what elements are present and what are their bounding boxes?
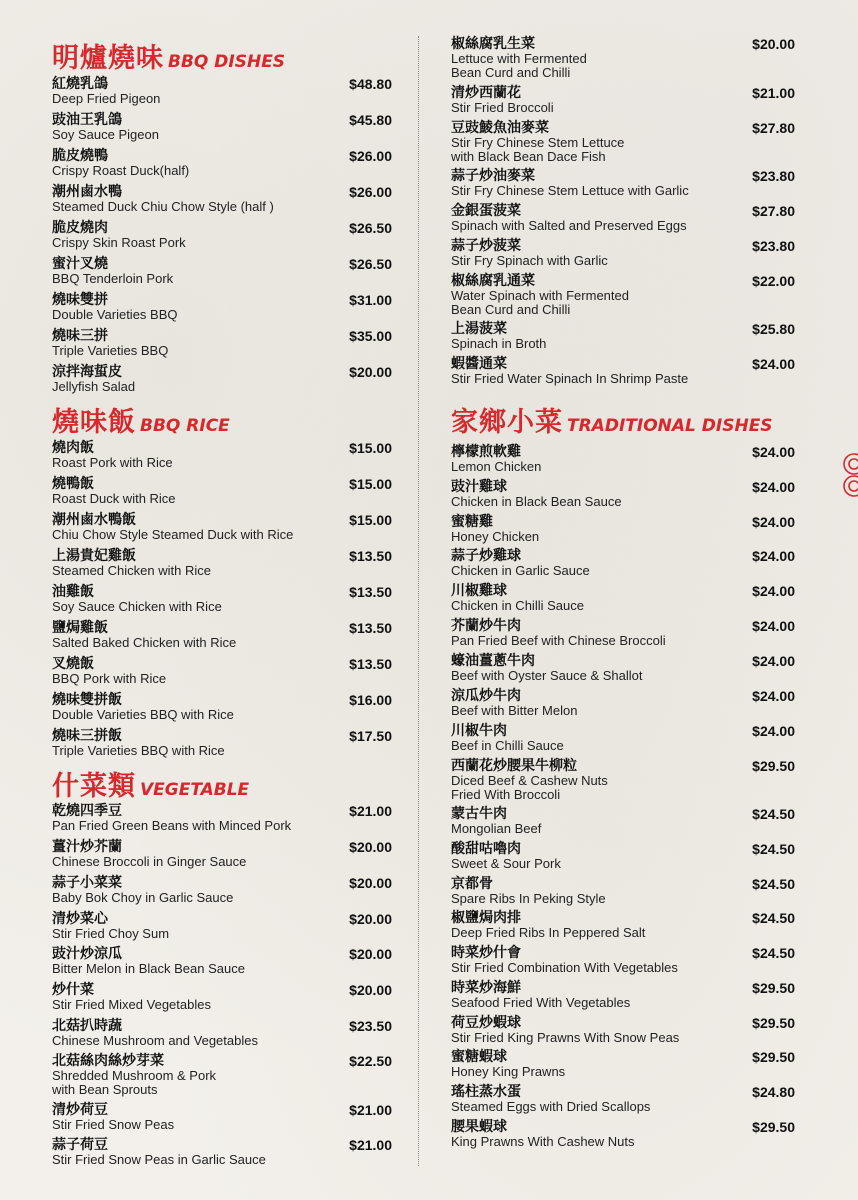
menu-item <box>52 220 392 250</box>
menu-item <box>451 583 795 613</box>
menu-item-name-zh: 蒜子小菜菜 <box>52 875 122 891</box>
menu-item-name-zh: 燒味三拼 <box>52 328 108 344</box>
menu-item-name-en: Double Varieties BBQ with Rice <box>52 707 234 722</box>
menu-item-name-en: Stir Fry Spinach with Garlic <box>451 253 608 268</box>
menu-item-price: $21.00 <box>349 803 392 819</box>
section-title-en: VEGETABLE <box>140 780 250 800</box>
menu-item-name-en: Spinach in Broth <box>451 336 547 351</box>
menu-item-price: $13.50 <box>349 548 392 564</box>
menu-item-name-en: Bean Curd and Chilli <box>451 65 571 80</box>
menu-item <box>52 875 392 905</box>
menu-item <box>52 911 392 941</box>
menu-item-name-en: Soy Sauce Chicken with Rice <box>52 599 222 614</box>
menu-item-name-zh: 北菇扒時蔬 <box>52 1018 122 1034</box>
menu-item-name-en: Triple Varieties BBQ with Rice <box>52 743 225 758</box>
menu-item-name-en: Stir Fried Broccoli <box>451 100 554 115</box>
menu-item <box>451 479 795 509</box>
menu-item-name-zh: 鹽焗雞飯 <box>52 620 108 636</box>
menu-item-price: $13.50 <box>349 620 392 636</box>
menu-item-name-zh: 蜜汁叉燒 <box>52 256 108 272</box>
menu-item-name-zh: 薑汁炒芥蘭 <box>52 839 122 855</box>
menu-item-price: $27.80 <box>752 120 795 136</box>
menu-item-price: $27.80 <box>752 203 795 219</box>
menu-item <box>451 1049 795 1079</box>
menu-item-name-zh: 豉汁炒涼瓜 <box>52 946 122 962</box>
menu-item-price: $23.80 <box>752 238 795 254</box>
menu-item <box>451 356 795 386</box>
menu-item <box>451 653 795 683</box>
menu-item-price: $24.00 <box>752 618 795 634</box>
menu-item-name-en: Triple Varieties BBQ <box>52 343 169 358</box>
menu-item-name-en: Chinese Mushroom and Vegetables <box>52 1033 258 1048</box>
menu-item-name-zh: 時菜炒海鮮 <box>451 980 521 996</box>
section-title-zh: 什菜類 <box>52 771 136 802</box>
menu-item-name-zh: 蠔油薑蔥牛肉 <box>451 653 535 669</box>
menu-item-price: $24.00 <box>752 444 795 460</box>
menu-item <box>451 945 795 975</box>
menu-item-price: $24.50 <box>752 910 795 926</box>
menu-item-name-zh: 蜜糖蝦球 <box>451 1049 507 1065</box>
menu-item-name-zh: 荷豆炒蝦球 <box>451 1015 521 1031</box>
menu-item-name-zh: 蒙古牛肉 <box>451 806 507 822</box>
menu-item-price: $15.00 <box>349 476 392 492</box>
menu-item-name-en: Sweet & Sour Pork <box>451 856 561 871</box>
menu-item <box>451 980 795 1010</box>
menu-item <box>451 723 795 753</box>
menu-item-name-en: Salted Baked Chicken with Rice <box>52 635 237 650</box>
menu-item-name-en: Roast Duck with Rice <box>52 491 176 506</box>
menu-item-price: $29.50 <box>752 980 795 996</box>
menu-item-price: $24.50 <box>752 945 795 961</box>
menu-item-name-en: BBQ Tenderloin Pork <box>52 271 174 286</box>
menu-item <box>52 256 392 286</box>
menu-item-price: $45.80 <box>349 112 392 128</box>
menu-item <box>52 982 392 1012</box>
menu-item-name-en: Stir Fried Water Spinach In Shrimp Paste <box>451 371 689 386</box>
menu-item-price: $25.80 <box>752 321 795 337</box>
menu-item-name-en: Roast Pork with Rice <box>52 455 173 470</box>
menu-item-name-en: Stir Fried Combination With Vegetables <box>451 960 678 975</box>
menu-item <box>52 440 392 470</box>
menu-item-name-en: Beef with Bitter Melon <box>451 703 578 718</box>
menu-item-name-zh: 腰果蝦球 <box>451 1119 507 1135</box>
menu-item <box>451 1015 795 1045</box>
menu-item-price: $17.50 <box>349 728 392 744</box>
menu-item-price: $24.00 <box>752 583 795 599</box>
menu-item-name-zh: 脆皮燒鴨 <box>52 148 108 164</box>
menu-item-name-zh: 燒味雙拼飯 <box>52 692 122 708</box>
menu-item <box>451 841 795 871</box>
menu-item-price: $26.00 <box>349 184 392 200</box>
menu-item-name-zh: 川椒雞球 <box>451 583 507 599</box>
menu-item <box>451 758 795 802</box>
menu-item <box>52 1053 392 1097</box>
menu-item <box>451 444 795 474</box>
menu-item-name-en: with Bean Sprouts <box>52 1082 158 1097</box>
menu-item-price: $20.00 <box>349 911 392 927</box>
menu-item-price: $15.00 <box>349 440 392 456</box>
menu-item <box>52 512 392 542</box>
menu-item <box>451 36 795 80</box>
menu-item-name-zh: 油雞飯 <box>52 584 94 600</box>
menu-item-price: $24.50 <box>752 876 795 892</box>
section-title-en: TRADITIONAL DISHES <box>567 416 773 436</box>
menu-item <box>52 76 392 106</box>
menu-item-price: $24.00 <box>752 653 795 669</box>
menu-item-price: $20.00 <box>349 839 392 855</box>
menu-item-name-zh: 涼拌海蜇皮 <box>52 364 122 380</box>
menu-item-name-en: Crispy Skin Roast Pork <box>52 235 186 250</box>
menu-item-name-en: Spinach with Salted and Preserved Eggs <box>451 218 687 233</box>
menu-item-price: $26.50 <box>349 256 392 272</box>
menu-item-name-zh: 椒絲腐乳生菜 <box>451 36 535 52</box>
menu-item <box>451 514 795 544</box>
menu-item-name-en: Steamed Eggs with Dried Scallops <box>451 1099 651 1114</box>
menu-item-name-zh: 蒜子炒菠菜 <box>451 238 521 254</box>
menu-item-name-en: Shredded Mushroom & Pork <box>52 1068 217 1083</box>
menu-item-price: $20.00 <box>752 36 795 52</box>
menu-item-name-en: Steamed Chicken with Rice <box>52 563 211 578</box>
section-title-zh: 明爐燒味 <box>52 43 164 74</box>
menu-item-price: $24.80 <box>752 1084 795 1100</box>
menu-item-name-en: Pan Fried Green Beans with Minced Pork <box>52 818 292 833</box>
menu-item-name-zh: 酸甜咕嚕肉 <box>451 841 521 857</box>
menu-item-name-zh: 川椒牛肉 <box>451 723 507 739</box>
menu-item-name-en: Stir Fried Mixed Vegetables <box>52 997 211 1012</box>
menu-item-price: $29.50 <box>752 1049 795 1065</box>
menu-item-name-zh: 潮州鹵水鴨 <box>52 184 122 200</box>
menu-item-name-zh: 清炒荷豆 <box>52 1102 108 1118</box>
menu-item-price: $13.50 <box>349 656 392 672</box>
menu-item-name-en: Deep Fried Ribs In Peppered Salt <box>451 925 646 940</box>
menu-item <box>52 112 392 142</box>
menu-item-name-en: Spare Ribs In Peking Style <box>451 891 606 906</box>
menu-item-name-zh: 清炒西蘭花 <box>451 85 521 101</box>
menu-item-name-zh: 蒜子荷豆 <box>52 1137 108 1153</box>
menu-item <box>52 839 392 869</box>
menu-item-name-en: BBQ Pork with Rice <box>52 671 167 686</box>
menu-item <box>451 618 795 648</box>
menu-item-name-zh: 涼瓜炒牛肉 <box>451 688 521 704</box>
menu-item-name-zh: 金銀蛋菠菜 <box>451 203 521 219</box>
menu-item <box>451 1119 795 1149</box>
menu-item-price: $22.50 <box>349 1053 392 1069</box>
menu-item-price: $29.50 <box>752 1015 795 1031</box>
menu-item <box>52 728 392 758</box>
menu-item-name-en: Lettuce with Fermented <box>451 51 587 66</box>
menu-item-name-en: Fried With Broccoli <box>451 787 561 802</box>
menu-item <box>451 85 795 115</box>
menu-item-name-en: Stir Fried Snow Peas <box>52 1117 175 1132</box>
menu-item-name-en: Beef with Oyster Sauce & Shallot <box>451 668 643 683</box>
menu-item-price: $24.50 <box>752 841 795 857</box>
menu-item-price: $24.00 <box>752 688 795 704</box>
menu-item-price: $24.00 <box>752 548 795 564</box>
menu-item-name-zh: 燒味雙拼 <box>52 292 108 308</box>
menu-item-price: $24.00 <box>752 356 795 372</box>
menu-item-name-en: Stir Fried Choy Sum <box>52 926 170 941</box>
column-divider <box>418 36 419 1166</box>
menu-item <box>52 292 392 322</box>
menu-item-name-zh: 炒什菜 <box>52 982 94 998</box>
menu-item-name-en: Bitter Melon in Black Bean Sauce <box>52 961 245 976</box>
menu-item-name-zh: 蒜子炒油麥菜 <box>451 168 535 184</box>
menu-item-name-zh: 椒絲腐乳通菜 <box>451 273 535 289</box>
menu-item-name-en: Soy Sauce Pigeon <box>52 127 159 142</box>
menu-item-name-zh: 京都骨 <box>451 876 493 892</box>
menu-item-name-zh: 潮州鹵水鴨飯 <box>52 512 136 528</box>
menu-item-name-zh: 豉汁雞球 <box>451 479 507 495</box>
menu-item-price: $26.50 <box>349 220 392 236</box>
menu-item-price: $13.50 <box>349 584 392 600</box>
menu-item-name-zh: 時菜炒什會 <box>451 945 521 961</box>
menu-item-name-zh: 紅燒乳鴿 <box>52 76 108 92</box>
section-title-bbq-dishes <box>52 36 285 75</box>
menu-item-name-zh: 上湯菠菜 <box>451 321 507 337</box>
decorative-ornament-icon <box>830 452 858 500</box>
menu-item <box>52 148 392 178</box>
menu-item-price: $21.00 <box>349 1102 392 1118</box>
menu-item-name-zh: 蒜子炒雞球 <box>451 548 521 564</box>
menu-item-name-zh: 叉燒飯 <box>52 656 94 672</box>
menu-item-price: $24.50 <box>752 806 795 822</box>
menu-item <box>52 328 392 358</box>
menu-item-name-zh: 豆豉鯪魚油麥菜 <box>451 120 549 136</box>
menu-item-name-en: Beef in Chilli Sauce <box>451 738 564 753</box>
menu-item <box>52 548 392 578</box>
menu-item-name-en: Chicken in Black Bean Sauce <box>451 494 622 509</box>
menu-item-name-en: Chinese Broccoli in Ginger Sauce <box>52 854 247 869</box>
menu-item <box>451 273 795 317</box>
menu-item-price: $35.00 <box>349 328 392 344</box>
section-title-traditional <box>451 400 773 439</box>
menu-item-name-en: Honey Chicken <box>451 529 540 544</box>
menu-item-name-en: Deep Fried Pigeon <box>52 91 161 106</box>
menu-item <box>451 548 795 578</box>
menu-item-name-en: Pan Fried Beef with Chinese Broccoli <box>451 633 666 648</box>
menu-item-name-en: Chicken in Garlic Sauce <box>451 563 590 578</box>
menu-item-price: $48.80 <box>349 76 392 92</box>
menu-item-price: $23.50 <box>349 1018 392 1034</box>
menu-item-name-en: Stir Fry Chinese Stem Lettuce <box>451 135 625 150</box>
menu-item <box>52 692 392 722</box>
menu-item-price: $15.00 <box>349 512 392 528</box>
menu-item <box>451 910 795 940</box>
menu-item-name-zh: 豉油王乳鴿 <box>52 112 122 128</box>
menu-item-name-en: with Black Bean Dace Fish <box>451 149 606 164</box>
menu-item <box>52 1102 392 1132</box>
section-title-bbq-rice <box>52 400 230 439</box>
menu-item-name-en: Seafood Fried With Vegetables <box>451 995 631 1010</box>
menu-item-price: $24.00 <box>752 514 795 530</box>
menu-item-price: $26.00 <box>349 148 392 164</box>
section-title-zh: 燒味飯 <box>52 407 136 438</box>
menu-item-name-en: Stir Fry Chinese Stem Lettuce with Garlic <box>451 183 689 198</box>
menu-item <box>451 688 795 718</box>
menu-item-name-en: Diced Beef & Cashew Nuts <box>451 773 608 788</box>
menu-item <box>451 321 795 351</box>
menu-item-name-zh: 檸檬煎軟雞 <box>451 444 521 460</box>
menu-item-price: $23.80 <box>752 168 795 184</box>
menu-item <box>52 803 392 833</box>
menu-item-name-zh: 清炒菜心 <box>52 911 108 927</box>
menu-item-name-zh: 燒鴨飯 <box>52 476 94 492</box>
menu-item-name-en: Stir Fried Snow Peas in Garlic Sauce <box>52 1152 266 1167</box>
menu-item-name-en: King Prawns With Cashew Nuts <box>451 1134 635 1149</box>
menu-item-name-en: Mongolian Beef <box>451 821 542 836</box>
menu-item-name-zh: 上湯貴妃雞飯 <box>52 548 136 564</box>
menu-item-name-en: Honey King Prawns <box>451 1064 566 1079</box>
menu-item <box>52 620 392 650</box>
menu-item-name-zh: 芥蘭炒牛肉 <box>451 618 521 634</box>
menu-item-name-en: Water Spinach with Fermented <box>451 288 629 303</box>
menu-item-price: $16.00 <box>349 692 392 708</box>
menu-item-price: $21.00 <box>349 1137 392 1153</box>
menu-item <box>451 120 795 164</box>
menu-item-name-en: Double Varieties BBQ <box>52 307 178 322</box>
menu-item-price: $20.00 <box>349 946 392 962</box>
menu-item <box>451 876 795 906</box>
section-title-vegetable <box>52 764 249 803</box>
menu-item-name-en: Jellyfish Salad <box>52 379 136 394</box>
menu-item-price: $22.00 <box>752 273 795 289</box>
section-title-en: BBQ RICE <box>140 416 230 436</box>
menu-item-name-zh: 脆皮燒肉 <box>52 220 108 236</box>
menu-item <box>451 203 795 233</box>
menu-item <box>451 238 795 268</box>
menu-item-price: $31.00 <box>349 292 392 308</box>
menu-item-name-zh: 椒鹽焗肉排 <box>451 910 521 926</box>
menu-item-price: $29.50 <box>752 758 795 774</box>
menu-item-name-en: Crispy Roast Duck(half) <box>52 163 190 178</box>
menu-item <box>52 656 392 686</box>
menu-item-name-en: Stir Fried King Prawns With Snow Peas <box>451 1030 680 1045</box>
menu-item <box>451 1084 795 1114</box>
menu-item-price: $29.50 <box>752 1119 795 1135</box>
menu-item <box>52 184 392 214</box>
menu-item-price: $20.00 <box>349 982 392 998</box>
menu-item-name-zh: 蜜糖雞 <box>451 514 493 530</box>
menu-item <box>52 1137 392 1167</box>
menu-item-name-zh: 瑤柱蒸水蛋 <box>451 1084 521 1100</box>
menu-item-name-zh: 西蘭花炒腰果牛柳粒 <box>451 758 577 774</box>
menu-item-name-en: Chicken in Chilli Sauce <box>451 598 584 613</box>
menu-item-name-zh: 乾燒四季豆 <box>52 803 122 819</box>
menu-item-name-zh: 燒肉飯 <box>52 440 94 456</box>
menu-item <box>52 364 392 394</box>
menu-item-name-en: Lemon Chicken <box>451 459 542 474</box>
menu-item <box>451 168 795 198</box>
menu-item-name-zh: 北菇絲肉絲炒芽菜 <box>52 1053 164 1069</box>
menu-item <box>52 1018 392 1048</box>
menu-item-name-en: Steamed Duck Chiu Chow Style (half ) <box>52 199 274 214</box>
menu-item-price: $20.00 <box>349 364 392 380</box>
menu-item-name-zh: 燒味三拼飯 <box>52 728 122 744</box>
menu-item-price: $20.00 <box>349 875 392 891</box>
menu-item-price: $24.00 <box>752 723 795 739</box>
section-title-en: BBQ DISHES <box>168 52 286 72</box>
menu-item <box>52 946 392 976</box>
menu-item-price: $24.00 <box>752 479 795 495</box>
menu-item <box>451 806 795 836</box>
menu-item-price: $21.00 <box>752 85 795 101</box>
menu-item-name-zh: 蝦醬通菜 <box>451 356 507 372</box>
menu-item-name-en: Baby Bok Choy in Garlic Sauce <box>52 890 234 905</box>
menu-item <box>52 584 392 614</box>
section-title-zh: 家鄉小菜 <box>451 407 563 438</box>
menu-item-name-en: Chiu Chow Style Steamed Duck with Rice <box>52 527 294 542</box>
menu-item-name-en: Bean Curd and Chilli <box>451 302 571 317</box>
menu-item <box>52 476 392 506</box>
